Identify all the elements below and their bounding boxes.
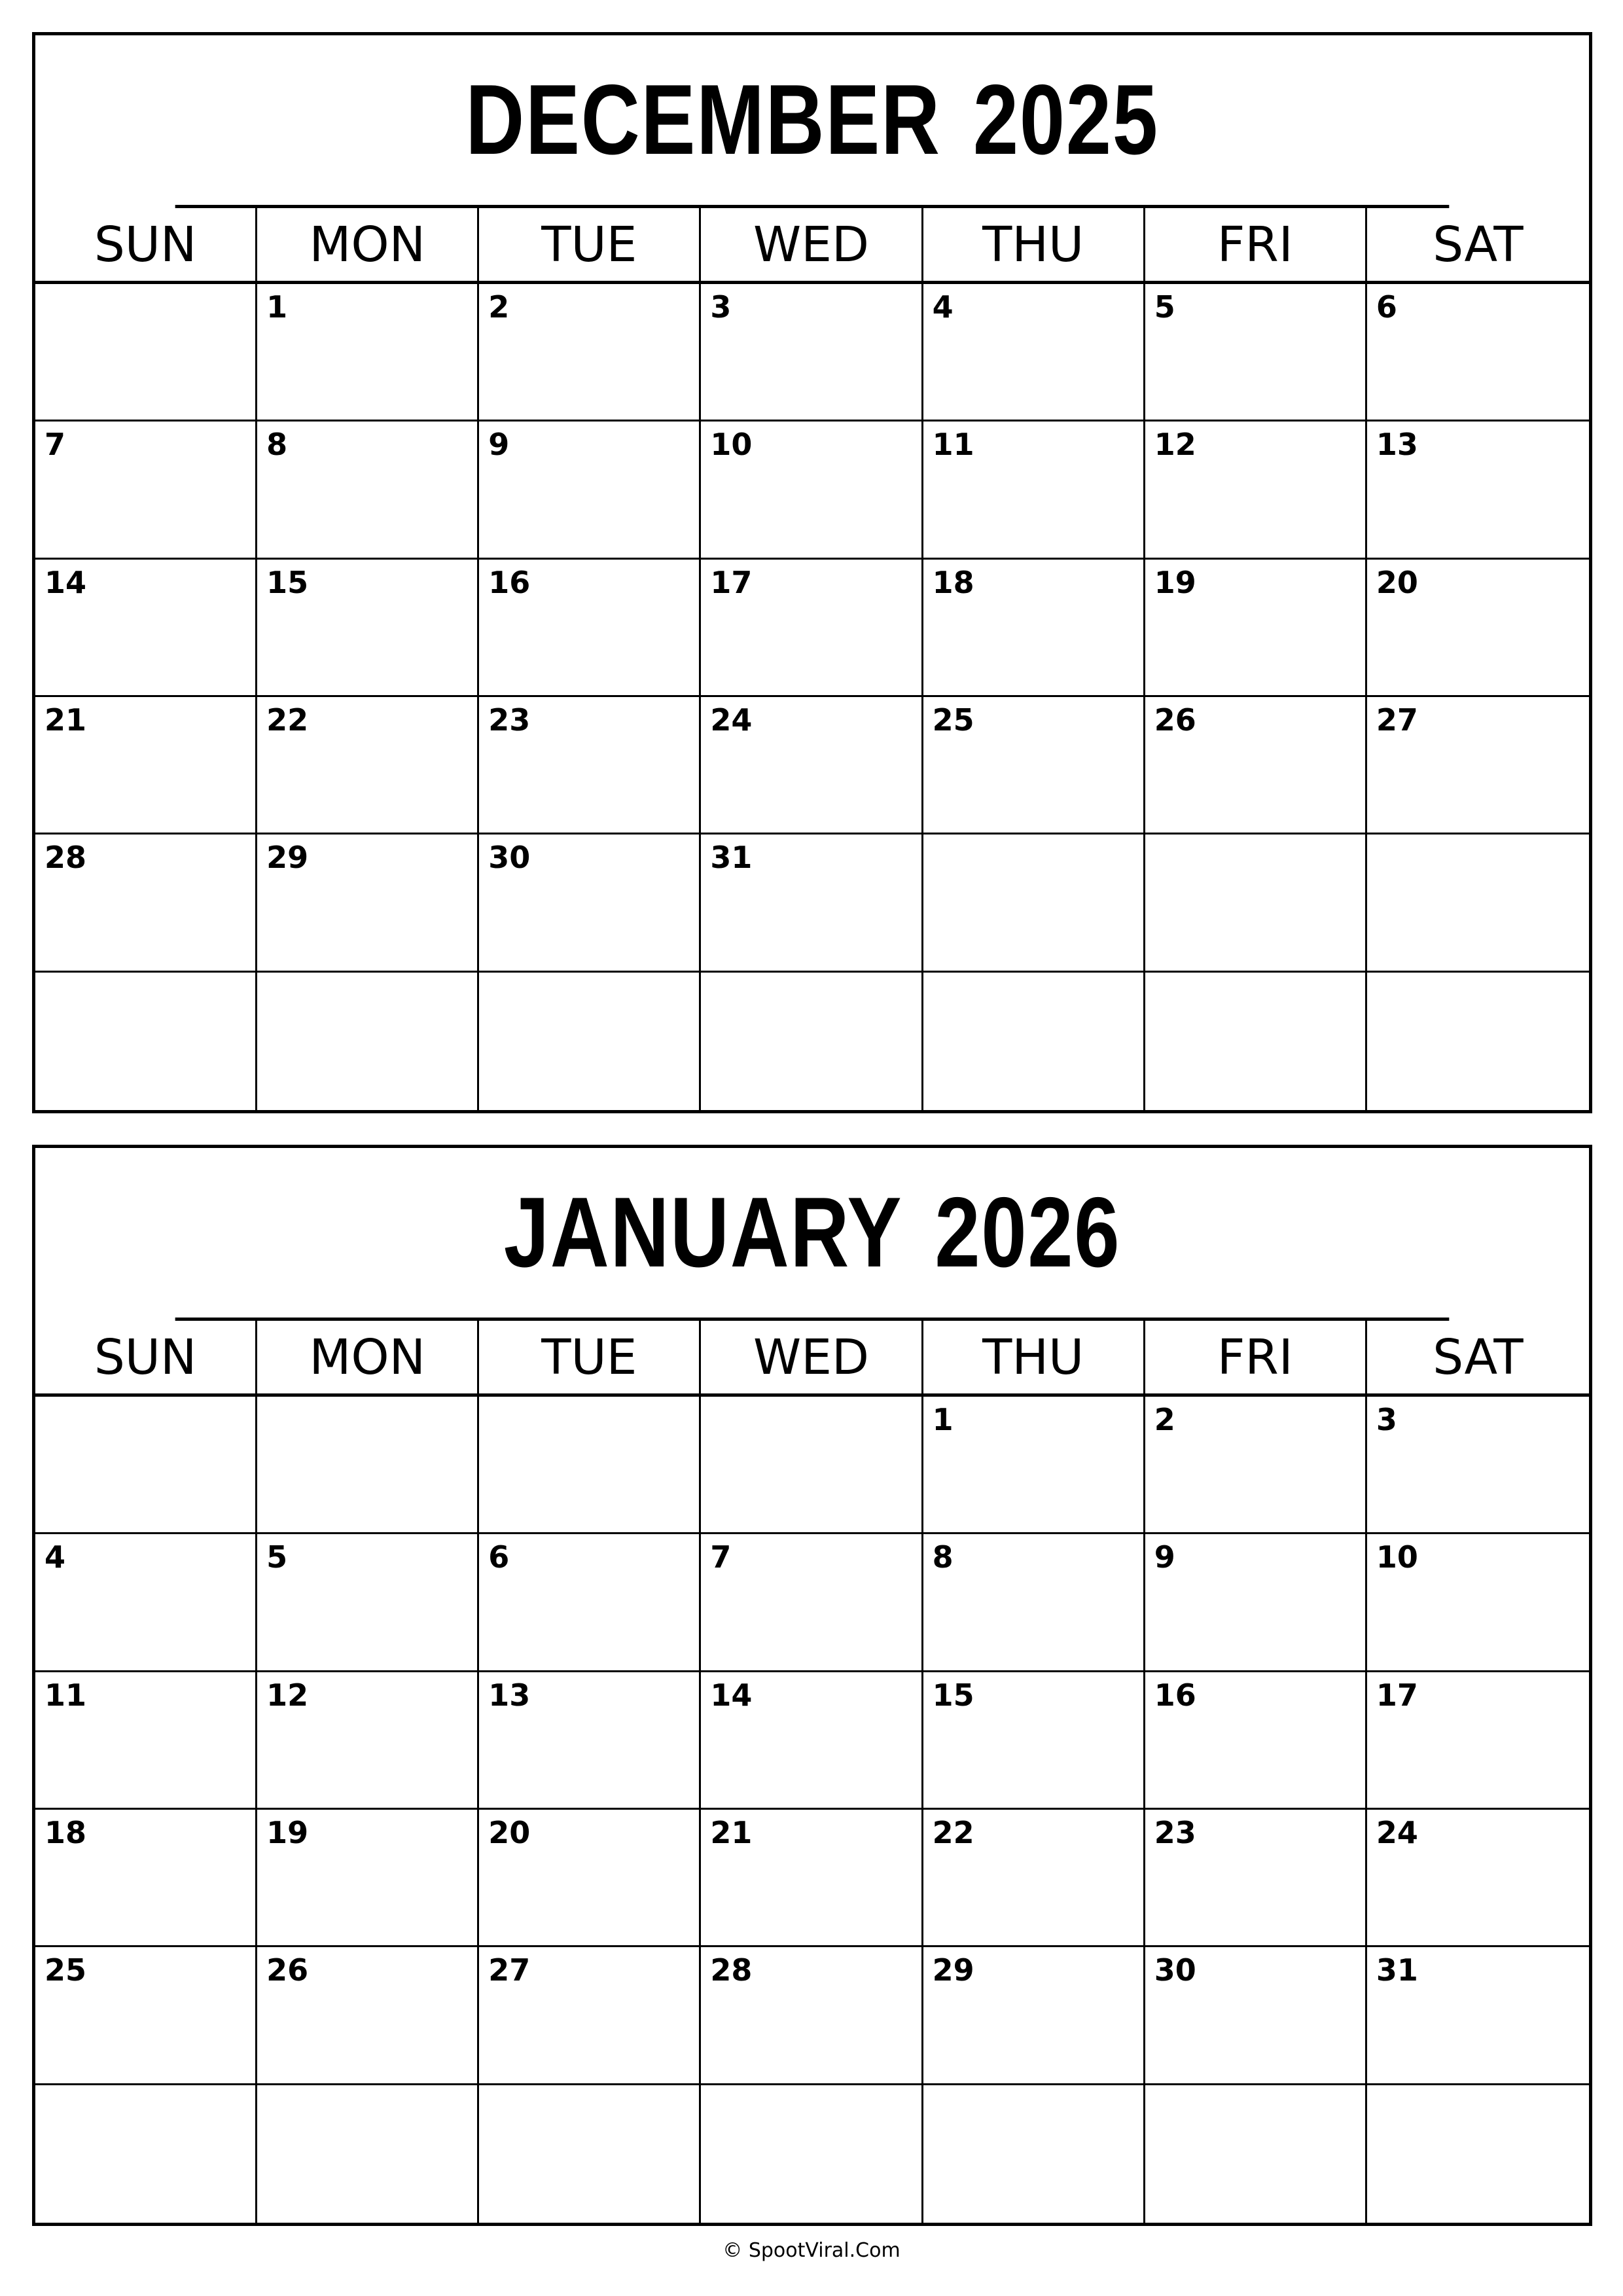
day-cell	[479, 697, 701, 833]
day-number: 10	[710, 427, 753, 463]
day-cell	[479, 1672, 701, 1808]
day-cell	[479, 1534, 701, 1670]
day-cell	[1145, 1672, 1367, 1808]
day-number: 25	[45, 1952, 87, 1988]
day-number: 12	[1154, 427, 1196, 463]
month-title	[175, 35, 1450, 208]
weekday-label: FRI	[1145, 208, 1367, 281]
day-cell	[1145, 1810, 1367, 1945]
weekday-label: SUN	[35, 208, 257, 281]
day-number: 29	[932, 1952, 974, 1988]
week-row	[35, 834, 1589, 972]
day-number: 16	[488, 564, 531, 600]
day-cell	[257, 1534, 479, 1670]
week-row	[35, 284, 1589, 422]
day-number: 13	[488, 1677, 531, 1713]
day-cell	[479, 1397, 701, 1532]
day-cell	[1367, 697, 1589, 833]
day-cell	[701, 1947, 923, 2083]
day-number: 9	[488, 427, 510, 463]
day-number: 26	[266, 1952, 309, 1988]
week-row	[35, 1534, 1589, 1672]
day-number: 24	[710, 702, 753, 738]
day-number: 3	[710, 289, 732, 325]
week-row	[35, 1810, 1589, 1947]
day-number: 16	[1154, 1677, 1196, 1713]
day-number: 13	[1376, 427, 1418, 463]
day-cell	[257, 560, 479, 695]
day-cell	[923, 422, 1145, 557]
day-cell	[1367, 1397, 1589, 1532]
day-number: 23	[1154, 1814, 1196, 1850]
day-number: 17	[710, 564, 753, 600]
week-row	[35, 973, 1589, 1110]
day-cell	[1145, 1397, 1367, 1532]
copyright-footer: © SpootViral.Com	[722, 2239, 901, 2262]
day-cell	[923, 560, 1145, 695]
day-cell	[257, 284, 479, 420]
day-cell	[1145, 560, 1367, 695]
day-cell	[479, 973, 701, 1110]
day-cell	[35, 1534, 257, 1670]
day-number: 21	[45, 702, 87, 738]
day-cell	[479, 834, 701, 970]
weekday-label: THU	[923, 208, 1145, 281]
day-number: 1	[266, 289, 288, 325]
day-number: 20	[1376, 564, 1418, 600]
day-number: 30	[488, 840, 531, 876]
weekday-label: TUE	[479, 1321, 701, 1393]
day-number: 2	[488, 289, 510, 325]
weekday-label: SAT	[1433, 1329, 1524, 1386]
day-cell	[35, 560, 257, 695]
day-cell	[35, 422, 257, 557]
day-cell	[1367, 1534, 1589, 1670]
day-cell	[923, 697, 1145, 833]
day-number: 11	[932, 427, 974, 463]
day-cell	[923, 1672, 1145, 1808]
day-number: 3	[1376, 1402, 1397, 1437]
day-cell	[257, 697, 479, 833]
day-cell	[923, 1397, 1145, 1532]
day-cell	[701, 1397, 923, 1532]
day-number: 5	[266, 1539, 288, 1575]
day-number: 29	[266, 840, 309, 876]
day-cell	[1145, 1947, 1367, 2083]
week-row	[35, 422, 1589, 559]
day-cell	[257, 973, 479, 1110]
day-cell	[923, 1534, 1145, 1670]
day-number: 19	[1154, 564, 1196, 600]
day-cell	[1145, 973, 1367, 1110]
day-number: 2	[1154, 1402, 1175, 1437]
day-cell	[257, 1810, 479, 1945]
day-cell	[1145, 834, 1367, 970]
day-cell	[35, 1672, 257, 1808]
weekday-label: SAT	[1433, 216, 1524, 273]
day-number: 24	[1376, 1814, 1418, 1850]
day-cell	[1145, 697, 1367, 833]
day-number: 15	[932, 1677, 974, 1713]
day-cell	[1367, 2085, 1589, 2223]
day-number: 22	[932, 1814, 974, 1850]
day-number: 22	[266, 702, 309, 738]
day-cell	[35, 1397, 257, 1532]
day-number: 8	[266, 427, 288, 463]
day-cell	[479, 422, 701, 557]
day-number: 15	[266, 564, 309, 600]
day-cell	[701, 422, 923, 557]
day-cell	[1367, 422, 1589, 557]
day-number: 27	[1376, 702, 1418, 738]
day-cell	[35, 1810, 257, 1945]
day-cell	[923, 834, 1145, 970]
day-cell	[479, 560, 701, 695]
day-cell	[1367, 973, 1589, 1110]
day-cell	[257, 1672, 479, 1808]
day-cell	[1145, 284, 1367, 420]
day-cell	[35, 1947, 257, 2083]
day-cell	[257, 1397, 479, 1532]
day-number: 25	[932, 702, 974, 738]
day-cell	[923, 1810, 1145, 1945]
week-row	[35, 1397, 1589, 1534]
day-cell	[35, 2085, 257, 2223]
day-cell	[1145, 2085, 1367, 2223]
day-number: 6	[1376, 289, 1397, 325]
day-number: 14	[710, 1677, 753, 1713]
day-cell	[257, 1947, 479, 2083]
day-number: 28	[45, 840, 87, 876]
day-cell	[35, 973, 257, 1110]
week-row	[35, 2085, 1589, 2223]
day-number: 9	[1154, 1539, 1175, 1575]
day-number: 19	[266, 1814, 309, 1850]
day-number: 5	[1154, 289, 1175, 325]
day-cell	[701, 560, 923, 695]
day-number: 31	[710, 840, 753, 876]
day-number: 26	[1154, 702, 1196, 738]
day-cell	[1367, 834, 1589, 970]
day-number: 18	[45, 1814, 87, 1850]
weekday-label: MON	[257, 1321, 479, 1393]
day-number: 18	[932, 564, 974, 600]
calendar-january	[32, 1145, 1592, 2226]
day-cell	[701, 1672, 923, 1808]
day-cell	[923, 973, 1145, 1110]
day-number: 7	[710, 1539, 732, 1575]
day-cell	[257, 834, 479, 970]
week-row	[35, 1672, 1589, 1810]
day-number: 6	[488, 1539, 510, 1575]
day-number: 31	[1376, 1952, 1418, 1988]
day-cell	[701, 973, 923, 1110]
weekday-label: FRI	[1145, 1321, 1367, 1393]
day-cell	[1367, 284, 1589, 420]
week-row	[35, 1947, 1589, 2085]
day-number: 21	[710, 1814, 753, 1850]
day-number: 4	[45, 1539, 66, 1575]
day-cell	[701, 284, 923, 420]
day-cell	[1367, 560, 1589, 695]
week-row	[35, 697, 1589, 834]
day-cell	[257, 422, 479, 557]
month-name: JANUARY	[503, 1177, 903, 1288]
day-cell	[479, 1810, 701, 1945]
weekday-label: MON	[257, 208, 479, 281]
day-cell	[923, 284, 1145, 420]
weekday-label: THU	[923, 1321, 1145, 1393]
day-cell	[1145, 422, 1367, 557]
day-number: 20	[488, 1814, 531, 1850]
day-number: 30	[1154, 1952, 1196, 1988]
day-cell	[923, 2085, 1145, 2223]
day-cell	[701, 1810, 923, 1945]
day-cell	[479, 2085, 701, 2223]
day-cell	[1367, 1947, 1589, 2083]
day-number: 10	[1376, 1539, 1418, 1575]
weekday-label: TUE	[479, 208, 701, 281]
day-cell	[701, 1534, 923, 1670]
day-cell	[479, 1947, 701, 2083]
day-number: 14	[45, 564, 87, 600]
weekday-header-row	[35, 1321, 1589, 1397]
week-row	[35, 560, 1589, 697]
day-cell	[35, 834, 257, 970]
day-number: 11	[45, 1677, 87, 1713]
month-name: DECEMBER	[465, 64, 941, 175]
day-cell	[1367, 1672, 1589, 1808]
day-number: 12	[266, 1677, 309, 1713]
weekday-label: SUN	[35, 1321, 257, 1393]
day-cell	[1367, 1810, 1589, 1945]
day-number: 23	[488, 702, 531, 738]
day-cell	[701, 697, 923, 833]
calendar-december	[32, 32, 1592, 1113]
day-number: 28	[710, 1952, 753, 1988]
day-number: 1	[932, 1402, 954, 1437]
day-cell	[35, 284, 257, 420]
weekday-label: WED	[701, 1321, 923, 1393]
day-cell	[1145, 1534, 1367, 1670]
month-year: 2025	[972, 64, 1159, 175]
month-year: 2026	[935, 1177, 1121, 1288]
day-cell	[701, 834, 923, 970]
day-cell	[257, 2085, 479, 2223]
day-cell	[35, 697, 257, 833]
weekday-label: WED	[701, 208, 923, 281]
day-cell	[701, 2085, 923, 2223]
day-number: 4	[932, 289, 954, 325]
day-cell	[479, 284, 701, 420]
weekday-header-row	[35, 208, 1589, 284]
day-number: 17	[1376, 1677, 1418, 1713]
day-number: 7	[45, 427, 66, 463]
day-number: 8	[932, 1539, 954, 1575]
month-title	[175, 1148, 1450, 1321]
day-number: 27	[488, 1952, 531, 1988]
day-cell	[923, 1947, 1145, 2083]
